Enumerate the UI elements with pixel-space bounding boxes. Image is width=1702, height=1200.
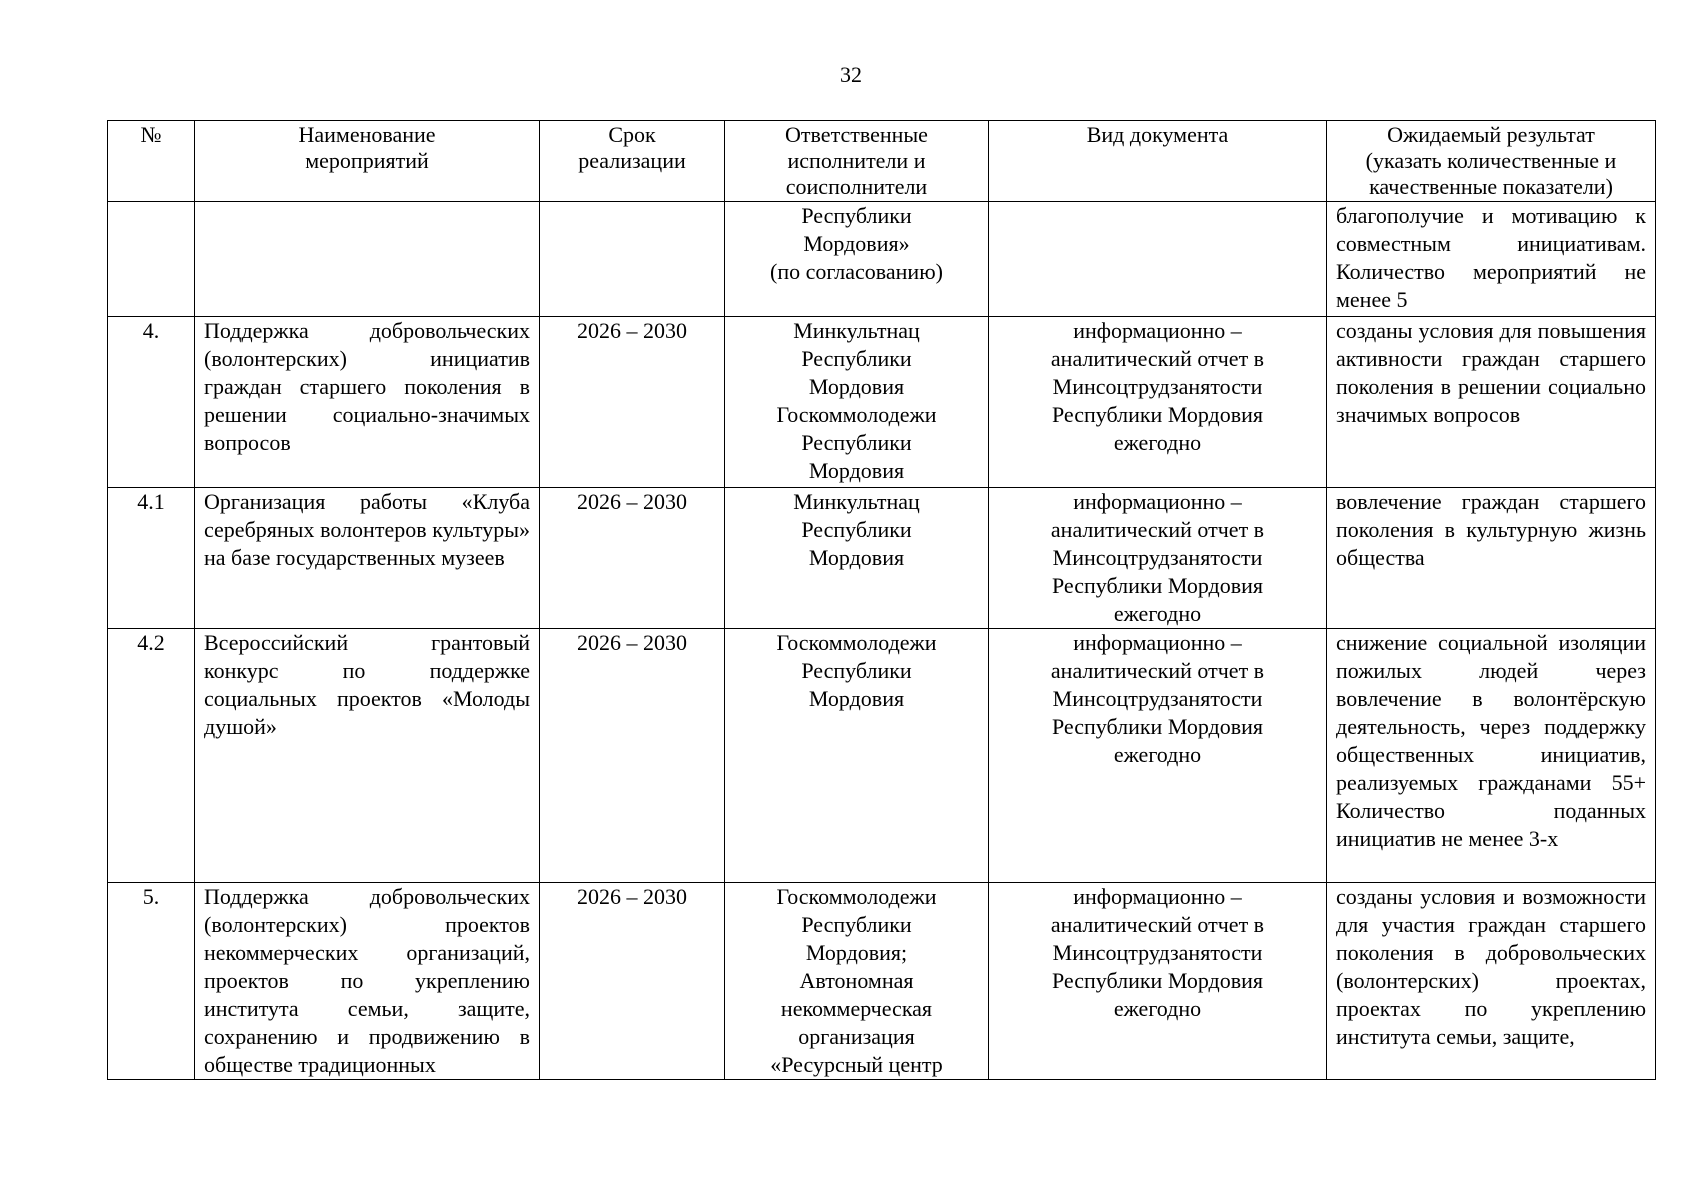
table-row (108, 317, 1656, 488)
responsible-line: Минкультнац (793, 489, 920, 514)
responsible-line: Республики (801, 346, 912, 371)
header-result-line: Ожидаемый результат (1387, 122, 1595, 147)
row-term-cell: 2026 – 2030 (540, 317, 725, 488)
table-row (108, 202, 1656, 317)
page-number: 32 (840, 62, 862, 87)
responsible-line: организация (798, 1024, 915, 1049)
row-doc-type-cell (989, 629, 1327, 883)
doc-type-line: аналитический отчет в (1050, 517, 1265, 542)
header-doc-type: Вид документа (989, 121, 1327, 202)
row-num-cell: 5. (108, 883, 195, 1080)
responsible-line: некоммерческая (780, 996, 933, 1021)
doc-type-line: Минсоцтрудзанятости (1052, 374, 1263, 399)
header-responsible-line: соисполнители (785, 174, 928, 199)
header-term (540, 121, 725, 202)
row-result-cell: снижение социальной изоляции пожилых людей через вовлечение в волонтёрскую деятельность, через поддержку общественных инициатив, реализуемых гражданами 55+ Количество поданных инициатив не менее 3-х (1327, 629, 1656, 883)
row-doc-type-cell (989, 488, 1327, 629)
responsible-line: Госкоммолодежи (776, 630, 937, 655)
responsible-line: Мордовия (808, 374, 905, 399)
responsible-line: Республики (801, 912, 912, 937)
responsible-line: Минкультнац (793, 318, 920, 343)
doc-type-line: ежегодно (1113, 742, 1202, 767)
header-responsible-line: Ответственные (785, 122, 928, 147)
header-term-line: Срок (608, 122, 656, 147)
row-num-cell (108, 202, 195, 317)
header-result (1327, 121, 1656, 202)
row-num-cell: 4.1 (108, 488, 195, 629)
doc-type-line: ежегодно (1113, 601, 1202, 626)
doc-type-line: ежегодно (1113, 996, 1202, 1021)
responsible-line: Автономная (799, 968, 914, 993)
doc-type-line: аналитический отчет в (1050, 346, 1265, 371)
responsible-line: Мордовия» (803, 231, 910, 256)
responsible-line: Республики (801, 658, 912, 683)
row-name-cell: Поддержка добровольческих (волонтерских) проектов некоммерческих организаций, проектов по укреплению института семьи, защите, сохранению и продвижению в обществе традиционных (195, 883, 540, 1080)
row-term-cell: 2026 – 2030 (540, 488, 725, 629)
responsible-line: (по согласованию) (770, 259, 943, 284)
header-name-line: мероприятий (305, 148, 429, 173)
responsible-line: Мордовия (808, 545, 905, 570)
header-name-line: Наименование (298, 122, 436, 147)
row-result-cell: вовлечение граждан старшего поколения в культурную жизнь общества (1327, 488, 1656, 629)
row-responsible-cell (725, 883, 989, 1080)
table-row (108, 488, 1656, 629)
row-num-cell: 4.2 (108, 629, 195, 883)
table-row (108, 883, 1656, 1080)
row-name-cell: Поддержка добровольческих (волонтерских) инициатив граждан старшего поколения в решении социально-значимых вопросов (195, 317, 540, 488)
row-responsible-cell (725, 317, 989, 488)
row-result-cell: благополучие и мотивацию к совместным инициативам. Количество мероприятий не менее 5 (1327, 202, 1656, 317)
header-result-line: (указать количественные и (1365, 148, 1617, 173)
row-responsible-cell (725, 488, 989, 629)
responsible-line: Мордовия (808, 458, 905, 483)
header-num: № (108, 121, 195, 202)
table-row (108, 629, 1656, 883)
header-responsible-line: исполнители и (787, 148, 926, 173)
doc-type-line: информационно – (1073, 489, 1242, 514)
row-num-cell: 4. (108, 317, 195, 488)
row-term-cell: 2026 – 2030 (540, 883, 725, 1080)
doc-type-line: аналитический отчет в (1050, 912, 1265, 937)
responsible-line: Госкоммолодежи (776, 884, 937, 909)
responsible-line: «Ресурсный центр (770, 1052, 943, 1077)
table-header-row (108, 121, 1656, 202)
doc-type-line: информационно – (1073, 318, 1242, 343)
responsible-line: Госкоммолодежи (776, 402, 937, 427)
header-term-line: реализации (578, 148, 686, 173)
row-term-cell: 2026 – 2030 (540, 629, 725, 883)
row-result-cell: созданы условия и возможности для участия граждан старшего поколения в добровольческих (волонтерских) проектах, проектах по укреплению института семьи, защите, (1327, 883, 1656, 1080)
row-result-cell: созданы условия для повышения активности граждан старшего поколения в решении социально значимых вопросов (1327, 317, 1656, 488)
responsible-line: Республики (801, 203, 912, 228)
doc-type-line: Минсоцтрудзанятости (1052, 686, 1263, 711)
doc-type-line: Республики Мордовия (1051, 714, 1264, 739)
doc-type-line: Республики Мордовия (1051, 573, 1264, 598)
responsible-line: Мордовия (808, 686, 905, 711)
row-term-cell (540, 202, 725, 317)
row-name-cell: Всероссийский грантовый конкурс по поддержке социальных проектов «Молоды душой» (195, 629, 540, 883)
row-name-cell: Организация работы «Клуба серебряных волонтеров культуры» на базе государственных музеев (195, 488, 540, 629)
responsible-line: Мордовия; (805, 940, 908, 965)
doc-type-line: аналитический отчет в (1050, 658, 1265, 683)
doc-type-line: Минсоцтрудзанятости (1052, 940, 1263, 965)
header-responsible (725, 121, 989, 202)
doc-type-line: информационно – (1073, 630, 1242, 655)
row-doc-type-cell (989, 883, 1327, 1080)
doc-type-line: Минсоцтрудзанятости (1052, 545, 1263, 570)
responsible-line: Республики (801, 430, 912, 455)
row-responsible-cell (725, 202, 989, 317)
responsible-line: Республики (801, 517, 912, 542)
row-responsible-cell (725, 629, 989, 883)
doc-type-line: ежегодно (1113, 430, 1202, 455)
header-name (195, 121, 540, 202)
doc-type-line: Республики Мордовия (1051, 402, 1264, 427)
doc-type-line: Республики Мордовия (1051, 968, 1264, 993)
row-doc-type-cell (989, 317, 1327, 488)
activities-table (107, 120, 1656, 1080)
row-doc-type-cell (989, 202, 1327, 317)
header-result-line: качественные показатели) (1369, 174, 1613, 199)
row-name-cell (195, 202, 540, 317)
doc-type-line: информационно – (1073, 884, 1242, 909)
